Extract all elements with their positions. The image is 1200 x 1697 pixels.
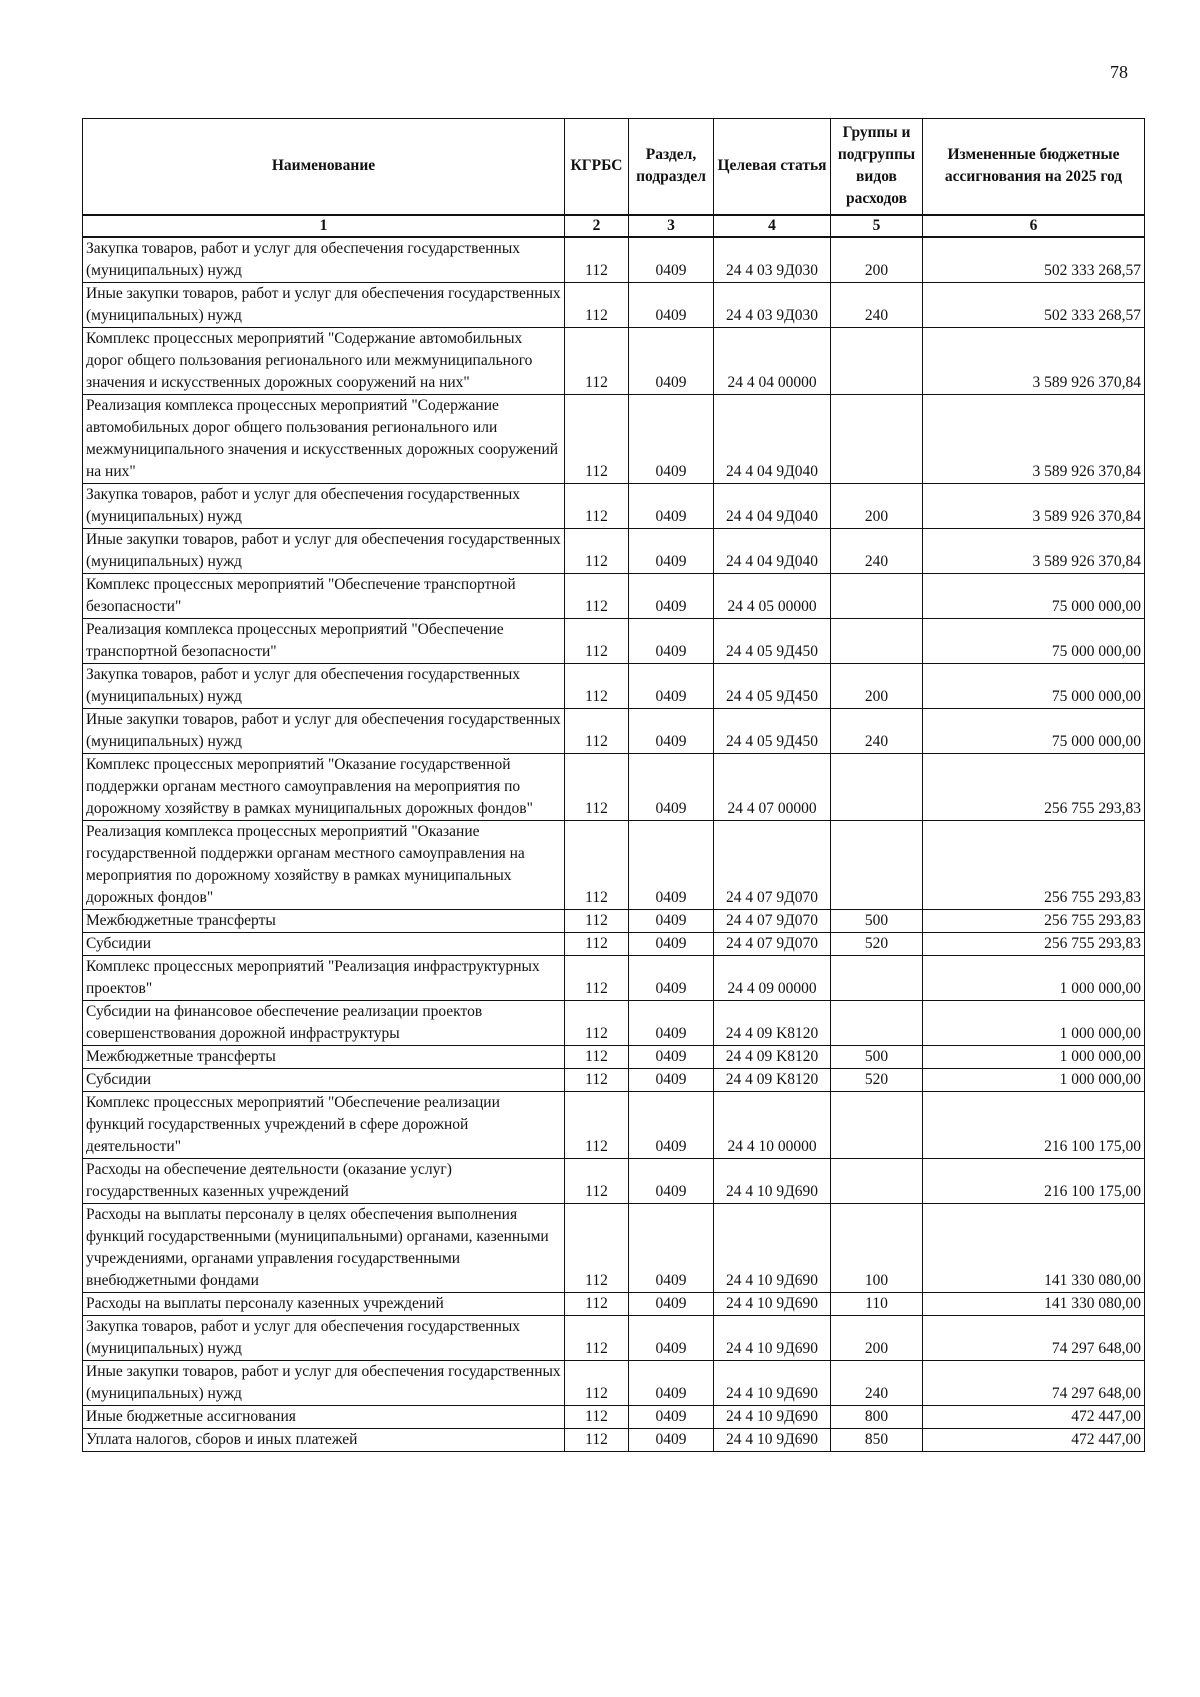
row-group: 200 <box>831 237 923 283</box>
row-name: Субсидии <box>83 932 565 955</box>
row-kgrbs: 112 <box>565 327 629 394</box>
row-target: 24 4 10 9Д690 <box>714 1360 831 1405</box>
row-section: 0409 <box>629 1315 714 1360</box>
budget-table <box>82 118 1145 1452</box>
row-kgrbs: 112 <box>565 1158 629 1203</box>
row-amount: 216 100 175,00 <box>923 1091 1145 1158</box>
row-section: 0409 <box>629 932 714 955</box>
column-number-row <box>83 215 1145 237</box>
row-group: 240 <box>831 1360 923 1405</box>
row-name: Комплекс процессных мероприятий "Оказание государственной поддержки органам местного самоуправления на мероприятия по дорожному хозяйству в рамках муниципальных дорожных фондов" <box>83 753 565 820</box>
table-row <box>83 573 1145 618</box>
row-section: 0409 <box>629 618 714 663</box>
header-name: Наименование <box>83 119 565 215</box>
row-target: 24 4 10 9Д690 <box>714 1428 831 1451</box>
row-kgrbs: 112 <box>565 820 629 909</box>
row-group <box>831 618 923 663</box>
row-kgrbs: 112 <box>565 1068 629 1091</box>
row-kgrbs: 112 <box>565 1203 629 1292</box>
row-kgrbs: 112 <box>565 955 629 1000</box>
row-target: 24 4 04 9Д040 <box>714 394 831 483</box>
row-name: Реализация комплекса процессных мероприятий "Оказание государственной поддержки органам местного самоуправления на мероприятия по дорожному хозяйству в рамках муниципальных дорожных фондов" <box>83 820 565 909</box>
row-group <box>831 753 923 820</box>
row-name: Закупка товаров, работ и услуг для обеспечения государственных (муниципальных) нужд <box>83 237 565 283</box>
row-group <box>831 1091 923 1158</box>
row-kgrbs: 112 <box>565 1000 629 1045</box>
row-name: Закупка товаров, работ и услуг для обеспечения государственных (муниципальных) нужд <box>83 483 565 528</box>
row-kgrbs: 112 <box>565 1360 629 1405</box>
table-row <box>83 618 1145 663</box>
row-kgrbs: 112 <box>565 237 629 283</box>
table-row <box>83 1158 1145 1203</box>
table-row <box>83 327 1145 394</box>
row-section: 0409 <box>629 394 714 483</box>
row-name: Субсидии <box>83 1068 565 1091</box>
table-row <box>83 753 1145 820</box>
table-row <box>83 394 1145 483</box>
row-name: Межбюджетные трансферты <box>83 1045 565 1068</box>
row-section: 0409 <box>629 753 714 820</box>
row-target: 24 4 07 9Д070 <box>714 820 831 909</box>
column-number: 5 <box>831 215 923 237</box>
row-kgrbs: 112 <box>565 573 629 618</box>
row-name: Уплата налогов, сборов и иных платежей <box>83 1428 565 1451</box>
table-row <box>83 1091 1145 1158</box>
row-amount: 1 000 000,00 <box>923 955 1145 1000</box>
row-amount: 75 000 000,00 <box>923 618 1145 663</box>
column-number: 4 <box>714 215 831 237</box>
row-kgrbs: 112 <box>565 618 629 663</box>
row-name: Межбюджетные трансферты <box>83 909 565 932</box>
table-row <box>83 1315 1145 1360</box>
table-row <box>83 1068 1145 1091</box>
row-group: 240 <box>831 528 923 573</box>
row-group <box>831 955 923 1000</box>
row-name: Комплекс процессных мероприятий "Содержание автомобильных дорог общего пользования регионального или межмуниципального значения и искусственных дорожных сооружений на них" <box>83 327 565 394</box>
row-amount: 216 100 175,00 <box>923 1158 1145 1203</box>
row-group: 500 <box>831 1045 923 1068</box>
row-section: 0409 <box>629 1292 714 1315</box>
row-target: 24 4 10 9Д690 <box>714 1315 831 1360</box>
row-section: 0409 <box>629 955 714 1000</box>
row-name: Иные бюджетные ассигнования <box>83 1405 565 1428</box>
row-section: 0409 <box>629 1091 714 1158</box>
row-group: 520 <box>831 1068 923 1091</box>
table-row <box>83 1000 1145 1045</box>
header-kgrbs: КГРБС <box>565 119 629 215</box>
table-row <box>83 282 1145 327</box>
row-kgrbs: 112 <box>565 1091 629 1158</box>
row-target: 24 4 05 9Д450 <box>714 618 831 663</box>
row-kgrbs: 112 <box>565 394 629 483</box>
row-section: 0409 <box>629 1405 714 1428</box>
row-kgrbs: 112 <box>565 708 629 753</box>
table-row <box>83 820 1145 909</box>
header-amount: Измененные бюджетные ассигнования на 2025 год <box>923 119 1145 215</box>
row-amount: 256 755 293,83 <box>923 753 1145 820</box>
row-amount: 75 000 000,00 <box>923 708 1145 753</box>
row-group: 520 <box>831 932 923 955</box>
row-group <box>831 820 923 909</box>
row-section: 0409 <box>629 663 714 708</box>
row-group: 200 <box>831 663 923 708</box>
header-section: Раздел, подраздел <box>629 119 714 215</box>
row-section: 0409 <box>629 528 714 573</box>
row-group <box>831 1000 923 1045</box>
page-number: 78 <box>1110 62 1128 82</box>
row-name: Расходы на выплаты персоналу в целях обеспечения выполнения функций государственными (муниципальными) органами, казенными учреждениями, органами управления государственными внебюджетными фондами <box>83 1203 565 1292</box>
row-target: 24 4 09 K8120 <box>714 1000 831 1045</box>
row-kgrbs: 112 <box>565 932 629 955</box>
row-group: 200 <box>831 1315 923 1360</box>
row-target: 24 4 09 K8120 <box>714 1068 831 1091</box>
row-target: 24 4 09 00000 <box>714 955 831 1000</box>
row-group: 110 <box>831 1292 923 1315</box>
row-amount: 502 333 268,57 <box>923 282 1145 327</box>
row-kgrbs: 112 <box>565 282 629 327</box>
row-name: Реализация комплекса процессных мероприятий "Обеспечение транспортной безопасности" <box>83 618 565 663</box>
row-amount: 256 755 293,83 <box>923 909 1145 932</box>
row-kgrbs: 112 <box>565 909 629 932</box>
row-amount: 141 330 080,00 <box>923 1292 1145 1315</box>
table-row <box>83 663 1145 708</box>
header-target: Целевая статья <box>714 119 831 215</box>
row-section: 0409 <box>629 573 714 618</box>
row-target: 24 4 03 9Д030 <box>714 237 831 283</box>
row-section: 0409 <box>629 1068 714 1091</box>
column-number: 3 <box>629 215 714 237</box>
row-kgrbs: 112 <box>565 663 629 708</box>
table-row <box>83 955 1145 1000</box>
row-section: 0409 <box>629 1428 714 1451</box>
row-name: Комплекс процессных мероприятий "Реализация инфраструктурных проектов" <box>83 955 565 1000</box>
table-row <box>83 1360 1145 1405</box>
row-target: 24 4 07 00000 <box>714 753 831 820</box>
row-target: 24 4 07 9Д070 <box>714 932 831 955</box>
row-target: 24 4 10 9Д690 <box>714 1405 831 1428</box>
row-target: 24 4 07 9Д070 <box>714 909 831 932</box>
header-row <box>83 119 1145 215</box>
row-group <box>831 327 923 394</box>
column-number: 1 <box>83 215 565 237</box>
table-row <box>83 483 1145 528</box>
row-amount: 472 447,00 <box>923 1428 1145 1451</box>
row-section: 0409 <box>629 1360 714 1405</box>
table-row <box>83 1428 1145 1451</box>
row-target: 24 4 04 9Д040 <box>714 483 831 528</box>
table-row <box>83 909 1145 932</box>
row-name: Иные закупки товаров, работ и услуг для обеспечения государственных (муниципальных) нужд <box>83 528 565 573</box>
row-amount: 3 589 926 370,84 <box>923 394 1145 483</box>
row-amount: 74 297 648,00 <box>923 1360 1145 1405</box>
row-amount: 75 000 000,00 <box>923 663 1145 708</box>
row-target: 24 4 10 9Д690 <box>714 1158 831 1203</box>
table-row <box>83 1292 1145 1315</box>
row-kgrbs: 112 <box>565 753 629 820</box>
row-kgrbs: 112 <box>565 528 629 573</box>
row-amount: 141 330 080,00 <box>923 1203 1145 1292</box>
row-section: 0409 <box>629 820 714 909</box>
row-group: 240 <box>831 708 923 753</box>
row-target: 24 4 03 9Д030 <box>714 282 831 327</box>
row-name: Закупка товаров, работ и услуг для обеспечения государственных (муниципальных) нужд <box>83 1315 565 1360</box>
row-group <box>831 394 923 483</box>
row-kgrbs: 112 <box>565 1405 629 1428</box>
row-amount: 1 000 000,00 <box>923 1068 1145 1091</box>
row-group <box>831 1158 923 1203</box>
row-amount: 1 000 000,00 <box>923 1000 1145 1045</box>
row-section: 0409 <box>629 1045 714 1068</box>
row-amount: 472 447,00 <box>923 1405 1145 1428</box>
row-amount: 75 000 000,00 <box>923 573 1145 618</box>
table-body <box>83 237 1145 1452</box>
row-target: 24 4 05 9Д450 <box>714 663 831 708</box>
row-target: 24 4 10 9Д690 <box>714 1292 831 1315</box>
row-amount: 3 589 926 370,84 <box>923 327 1145 394</box>
row-group <box>831 573 923 618</box>
row-name: Расходы на выплаты персоналу казенных учреждений <box>83 1292 565 1315</box>
row-kgrbs: 112 <box>565 1315 629 1360</box>
column-number: 2 <box>565 215 629 237</box>
table-row <box>83 237 1145 283</box>
row-name: Иные закупки товаров, работ и услуг для обеспечения государственных (муниципальных) нужд <box>83 708 565 753</box>
row-target: 24 4 04 9Д040 <box>714 528 831 573</box>
column-number: 6 <box>923 215 1145 237</box>
row-group: 100 <box>831 1203 923 1292</box>
row-name: Субсидии на финансовое обеспечение реализации проектов совершенствования дорожной инфраструктуры <box>83 1000 565 1045</box>
row-target: 24 4 09 K8120 <box>714 1045 831 1068</box>
row-section: 0409 <box>629 708 714 753</box>
row-target: 24 4 05 00000 <box>714 573 831 618</box>
row-amount: 1 000 000,00 <box>923 1045 1145 1068</box>
row-kgrbs: 112 <box>565 1428 629 1451</box>
row-kgrbs: 112 <box>565 483 629 528</box>
row-section: 0409 <box>629 1203 714 1292</box>
header-groups: Группы и подгруппы видов расходов <box>831 119 923 215</box>
table-row <box>83 708 1145 753</box>
row-target: 24 4 10 00000 <box>714 1091 831 1158</box>
row-group: 200 <box>831 483 923 528</box>
table-row <box>83 528 1145 573</box>
row-amount: 74 297 648,00 <box>923 1315 1145 1360</box>
row-amount: 3 589 926 370,84 <box>923 528 1145 573</box>
row-amount: 256 755 293,83 <box>923 820 1145 909</box>
row-section: 0409 <box>629 237 714 283</box>
row-group: 850 <box>831 1428 923 1451</box>
table-row <box>83 1045 1145 1068</box>
row-target: 24 4 05 9Д450 <box>714 708 831 753</box>
row-name: Реализация комплекса процессных мероприятий "Содержание автомобильных дорог общего пользования регионального или межмуниципального значения и искусственных дорожных сооружений на них" <box>83 394 565 483</box>
row-name: Комплекс процессных мероприятий "Обеспечение реализации функций государственных учреждений в сфере дорожной деятельности" <box>83 1091 565 1158</box>
row-section: 0409 <box>629 327 714 394</box>
row-name: Иные закупки товаров, работ и услуг для обеспечения государственных (муниципальных) нужд <box>83 282 565 327</box>
row-target: 24 4 10 9Д690 <box>714 1203 831 1292</box>
row-name: Иные закупки товаров, работ и услуг для обеспечения государственных (муниципальных) нужд <box>83 1360 565 1405</box>
row-kgrbs: 112 <box>565 1045 629 1068</box>
row-group: 500 <box>831 909 923 932</box>
row-group: 800 <box>831 1405 923 1428</box>
table-row <box>83 1405 1145 1428</box>
row-section: 0409 <box>629 483 714 528</box>
row-name: Расходы на обеспечение деятельности (оказание услуг) государственных казенных учреждений <box>83 1158 565 1203</box>
row-amount: 3 589 926 370,84 <box>923 483 1145 528</box>
table-row <box>83 932 1145 955</box>
row-kgrbs: 112 <box>565 1292 629 1315</box>
row-name: Комплекс процессных мероприятий "Обеспечение транспортной безопасности" <box>83 573 565 618</box>
row-amount: 256 755 293,83 <box>923 932 1145 955</box>
row-target: 24 4 04 00000 <box>714 327 831 394</box>
row-amount: 502 333 268,57 <box>923 237 1145 283</box>
row-section: 0409 <box>629 909 714 932</box>
row-name: Закупка товаров, работ и услуг для обеспечения государственных (муниципальных) нужд <box>83 663 565 708</box>
row-section: 0409 <box>629 1000 714 1045</box>
row-section: 0409 <box>629 1158 714 1203</box>
row-group: 240 <box>831 282 923 327</box>
row-section: 0409 <box>629 282 714 327</box>
table-row <box>83 1203 1145 1292</box>
